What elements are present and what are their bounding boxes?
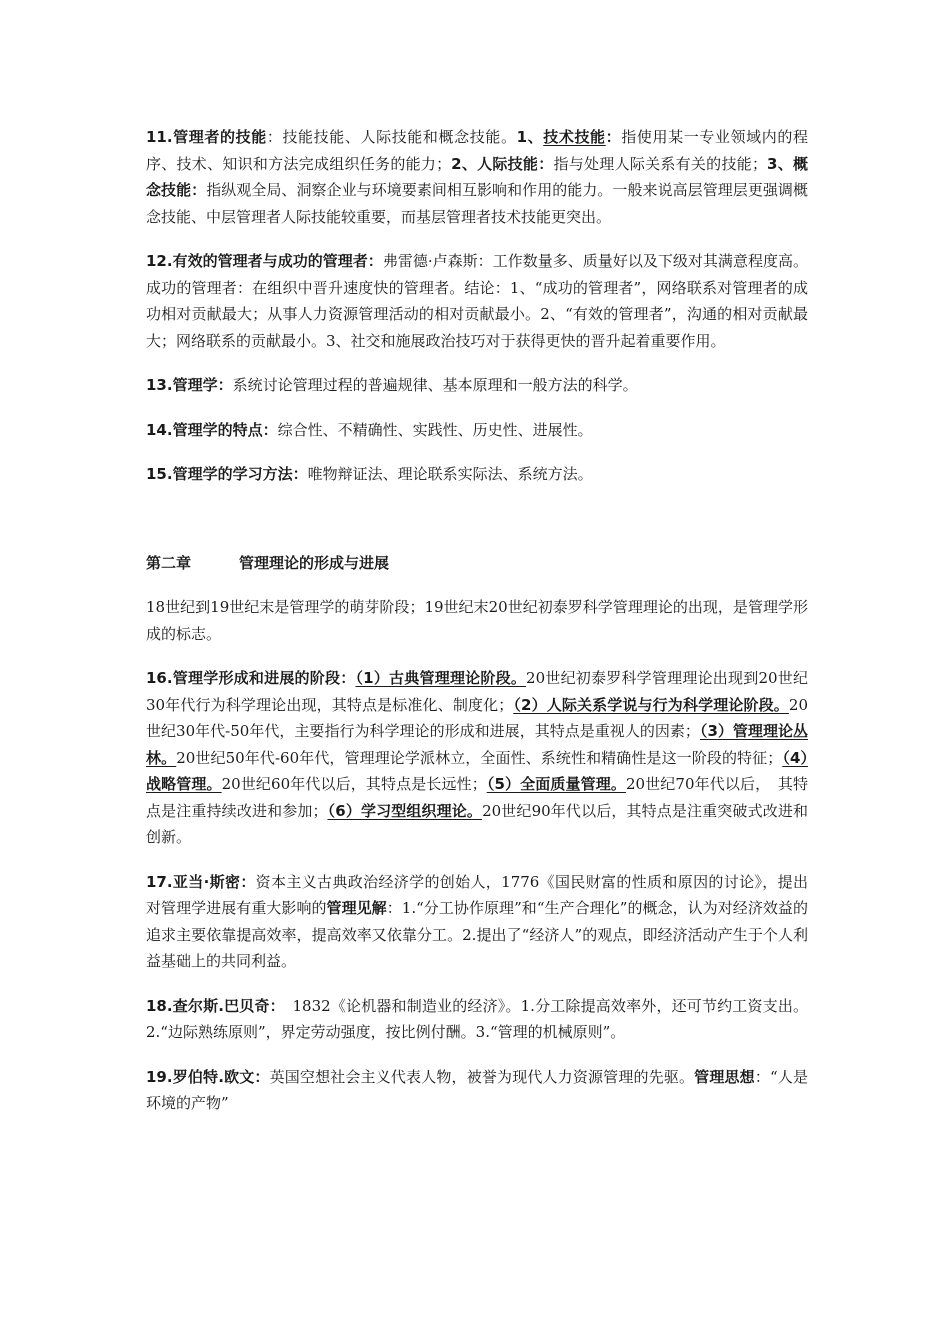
paragraph-text: ：1.“分工协作原理”和“生产合理化”的概念，认为对经济效益的追求主要依靠提高效率，提高效率又依靠分工。2.提出了“经济人”的观点，即经济活动产生于个人利益基础上的共同利益。: [146, 899, 808, 970]
stage-3: （3）管理理论丛林。: [146, 722, 808, 767]
paragraph-text: 20世纪70年代以后， 其特点是注重持续改进和参加；: [146, 775, 808, 820]
item-number: 11.: [146, 128, 173, 146]
item-heading: 13.管理学：: [146, 376, 233, 394]
subheading: 1、: [516, 128, 544, 146]
paragraph-text: 资本主义古典政治经济学的创始人，1776《国民财富的性质和原因的讨论》，提出对管理学进展有重大影响的: [146, 872, 808, 917]
chapter-heading: [146, 550, 808, 577]
stage-5: （5）全面质量管理。: [486, 775, 626, 793]
paragraph-text: 20世纪90年代以后，其特点是注重突破式改进和创新。: [146, 801, 808, 846]
item-title: 管理者的技能: [172, 128, 267, 146]
item-heading: 19.罗伯特.欧文：: [146, 1067, 270, 1086]
keyword: 管理见解: [326, 899, 387, 917]
paragraph-text: ：“人是环境的产物”: [146, 1067, 808, 1112]
paragraph-text: 指纵观全局、洞察企业与环境要素间相互影响和作用的能力。一般来说高层管理层更强调概念技能、中层管理者人际技能较重要，而基层管理者技术技能更突出。: [146, 181, 808, 226]
paragraph-text: 1832《论机器和制造业的经济》。1.分工除提高效率外，还可节约工资支出。2.“边际熟练原则”，界定劳动强度，按比例付酬。3.“管理的机械原则”。: [146, 996, 808, 1041]
paragraph-text: 唯物辩证法、理论联系实际法、系统方法。: [307, 465, 593, 483]
paragraph-text: 指使用某一专业领域内的程序、技术、知识和方法完成组织任务的能力；: [146, 128, 808, 173]
item-heading: 15.管理学的学习方法：: [146, 465, 308, 483]
paragraph-11: [146, 124, 808, 230]
document-page: [146, 124, 808, 1135]
item-heading: 18.查尔斯.巴贝奇：: [146, 996, 278, 1015]
stage-2: （2）人际关系学说与行为科学理论阶段。: [513, 695, 789, 714]
item-heading: 17.亚当·斯密：: [146, 872, 256, 891]
paragraph-16: [146, 665, 808, 851]
paragraph-text: 英国空想社会主义代表人物，被誉为现代人力资源管理的先驱。: [269, 1067, 695, 1086]
paragraph-text: 20世纪50年代-60年代，管理理论学派林立，全面性、系统性和精确性是这一阶段的特征；: [176, 748, 783, 767]
section-spacer: [146, 506, 808, 550]
paragraph-18: [146, 993, 808, 1046]
paragraph-12: [146, 248, 808, 354]
paragraph-text: 20世纪初泰罗科学管理理论出现到20世纪30年代行为科学理论出现，其特点是标准化、制度化；: [146, 669, 808, 714]
paragraph-text: 弗雷德·卢森斯：工作数量多、质量好以及下级对其满意程度高。成功的管理者：在组织中晋升速度快的管理者。结论：1、“成功的管理者”，网络联系对管理者的成功相对贡献最大；从事人力资源管理活动的相对贡献最小。2、“有效的管理者”，沟通的相对贡献最大；网络联系的贡献最小。3、社交和施展政治技巧对于获得更快的晋升起着重要作用。: [146, 252, 809, 350]
item-heading: 16.管理学形成和进展的阶段：: [146, 669, 356, 687]
paragraph-text: 20世纪60年代以后，其特点是长远性；: [221, 775, 487, 793]
paragraph-text: ：技能技能、人际技能和概念技能。: [266, 128, 517, 146]
chapter-title: 管理理论的形成与进展: [239, 553, 390, 572]
paragraph-17: [146, 869, 808, 975]
stage-4: （4）战略管理。: [146, 748, 808, 793]
chapter-number: 第二章: [146, 553, 192, 572]
paragraph-text: 指与处理人际关系有关的技能；: [553, 154, 767, 173]
keyword: 管理思想: [694, 1067, 755, 1086]
paragraph-13: [146, 372, 808, 399]
stage-1: （1）古典管理理论阶段。: [355, 669, 527, 687]
paragraph-14: [146, 417, 808, 444]
stage-6: （6）学习型组织理论。: [327, 801, 483, 820]
item-heading: 14.管理学的特点：: [146, 420, 278, 439]
paragraph-15: [146, 461, 808, 488]
subheading: 2、人际技能：: [451, 154, 554, 173]
paragraph-text: 综合性、不精确性、实践性、历史性、进展性。: [277, 420, 593, 439]
subheading: 3、概念技能：: [146, 154, 808, 199]
chapter-intro: 18世纪到19世纪末是管理学的萌芽阶段；19世纪末20世纪初泰罗科学管理理论的出现，是管理学形成的标志。: [146, 598, 808, 643]
paragraph-text: 系统讨论管理过程的普遍规律、基本原理和一般方法的科学。: [232, 376, 638, 394]
subheading: ：: [605, 128, 622, 146]
item-heading: 12.有效的管理者与成功的管理者：: [146, 252, 383, 270]
paragraph-text: 20世纪30年代-50年代，主要指行为科学理论的形成和进展，其特点是重视人的因素；: [146, 695, 808, 740]
paragraph-19: [146, 1064, 808, 1117]
keyword-underlined: 技术技能: [543, 128, 606, 146]
